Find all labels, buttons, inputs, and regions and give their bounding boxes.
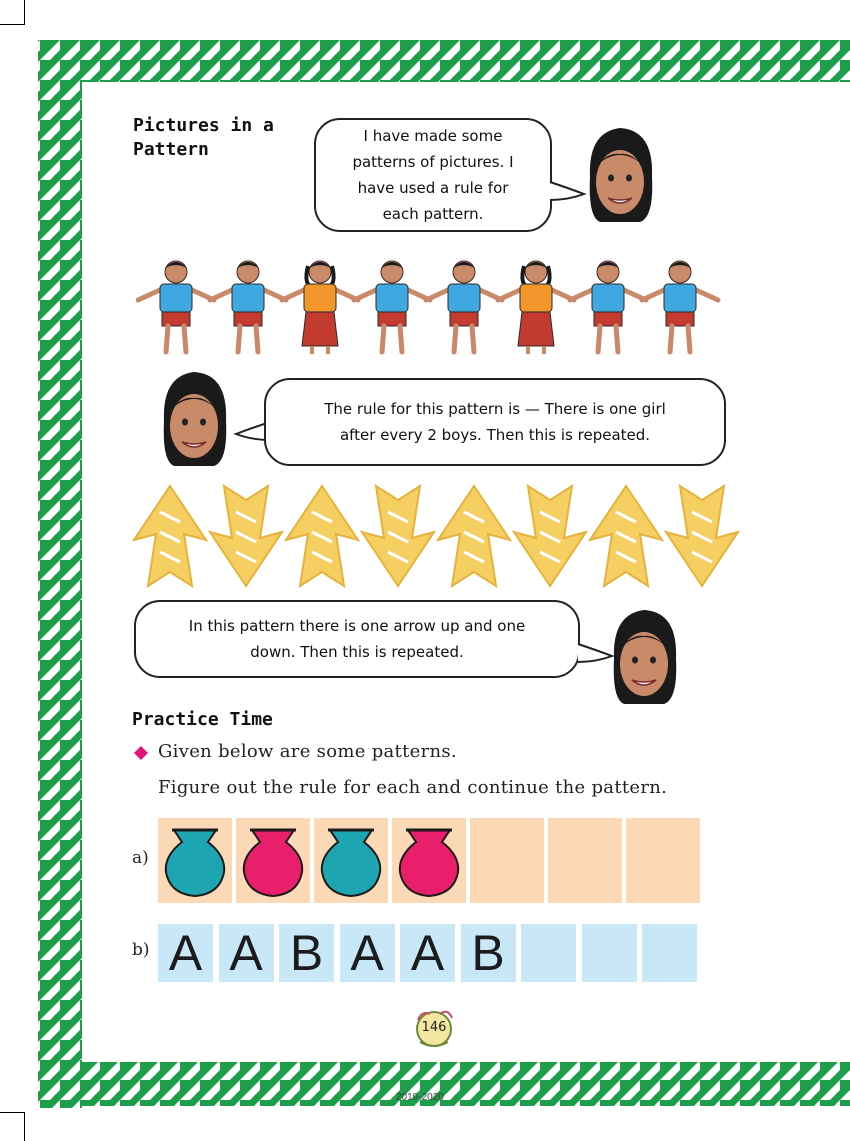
empty-answer-cell <box>548 818 622 903</box>
diamond-bullet-icon <box>134 746 148 760</box>
pattern-letter: A <box>158 924 213 982</box>
arrow-down-icon <box>514 486 586 586</box>
pattern-letter: A <box>400 924 455 982</box>
pattern-letter: A <box>340 924 395 982</box>
boy-figure-icon <box>570 261 646 352</box>
empty-answer-cell <box>470 818 544 903</box>
boy-figure-icon <box>642 261 718 352</box>
arrow-up-icon <box>438 486 510 586</box>
speech-bubble-intro: I have made some patterns of pictures. I have used a rule for each pattern. <box>314 118 552 232</box>
pink-pot-icon <box>392 818 466 903</box>
speech-bubble-arrow-rule: In this pattern there is one arrow up and one down. Then this is repeated. <box>134 600 580 678</box>
girl-face-icon <box>604 604 684 714</box>
arrow-up-icon <box>590 486 662 586</box>
boy-figure-icon <box>426 261 502 352</box>
arrow-down-icon <box>666 486 738 586</box>
question-a-label: a) <box>132 848 149 868</box>
arrow-row <box>134 486 738 586</box>
empty-answer-cell <box>642 924 697 982</box>
arrow-up-icon <box>286 486 358 586</box>
girl-face-icon <box>580 122 660 232</box>
arrow-up-icon <box>134 486 206 586</box>
pattern-letter: B <box>279 924 334 982</box>
pink-pot-icon <box>236 818 310 903</box>
boy-figure-icon <box>354 261 430 352</box>
arrow-down-icon <box>210 486 282 586</box>
empty-answer-cell <box>582 924 637 982</box>
people-pattern <box>136 252 736 362</box>
empty-answer-cell <box>521 924 576 982</box>
question-b-label: b) <box>132 940 150 960</box>
pattern-letter: B <box>461 924 516 982</box>
teal-pot-icon <box>158 818 232 903</box>
girl-figure-icon <box>498 261 574 354</box>
instruction-line-1: Given below are some patterns. <box>158 741 457 762</box>
speech-bubble-people-rule: The rule for this pattern is — There is one girl after every 2 boys. Then this is repeated. <box>264 378 726 466</box>
boy-figure-icon <box>210 261 286 352</box>
footer-year: 2019-2020 <box>396 1092 444 1103</box>
teal-pot-icon <box>314 818 388 903</box>
arrow-down-icon <box>362 486 434 586</box>
instruction-line-2: Figure out the rule for each and continue the pattern. <box>158 777 668 798</box>
practice-title: Practice Time <box>132 709 273 730</box>
pattern-letter: A <box>219 924 274 982</box>
arrow-pattern <box>130 482 740 592</box>
girl-figure-icon <box>282 261 358 354</box>
section-title: Pictures in a Pattern <box>133 115 274 160</box>
page-number: 146 <box>421 1020 447 1035</box>
people-row <box>138 261 718 354</box>
empty-answer-cell <box>626 818 700 903</box>
girl-face-icon <box>154 366 234 476</box>
boy-figure-icon <box>138 261 214 352</box>
